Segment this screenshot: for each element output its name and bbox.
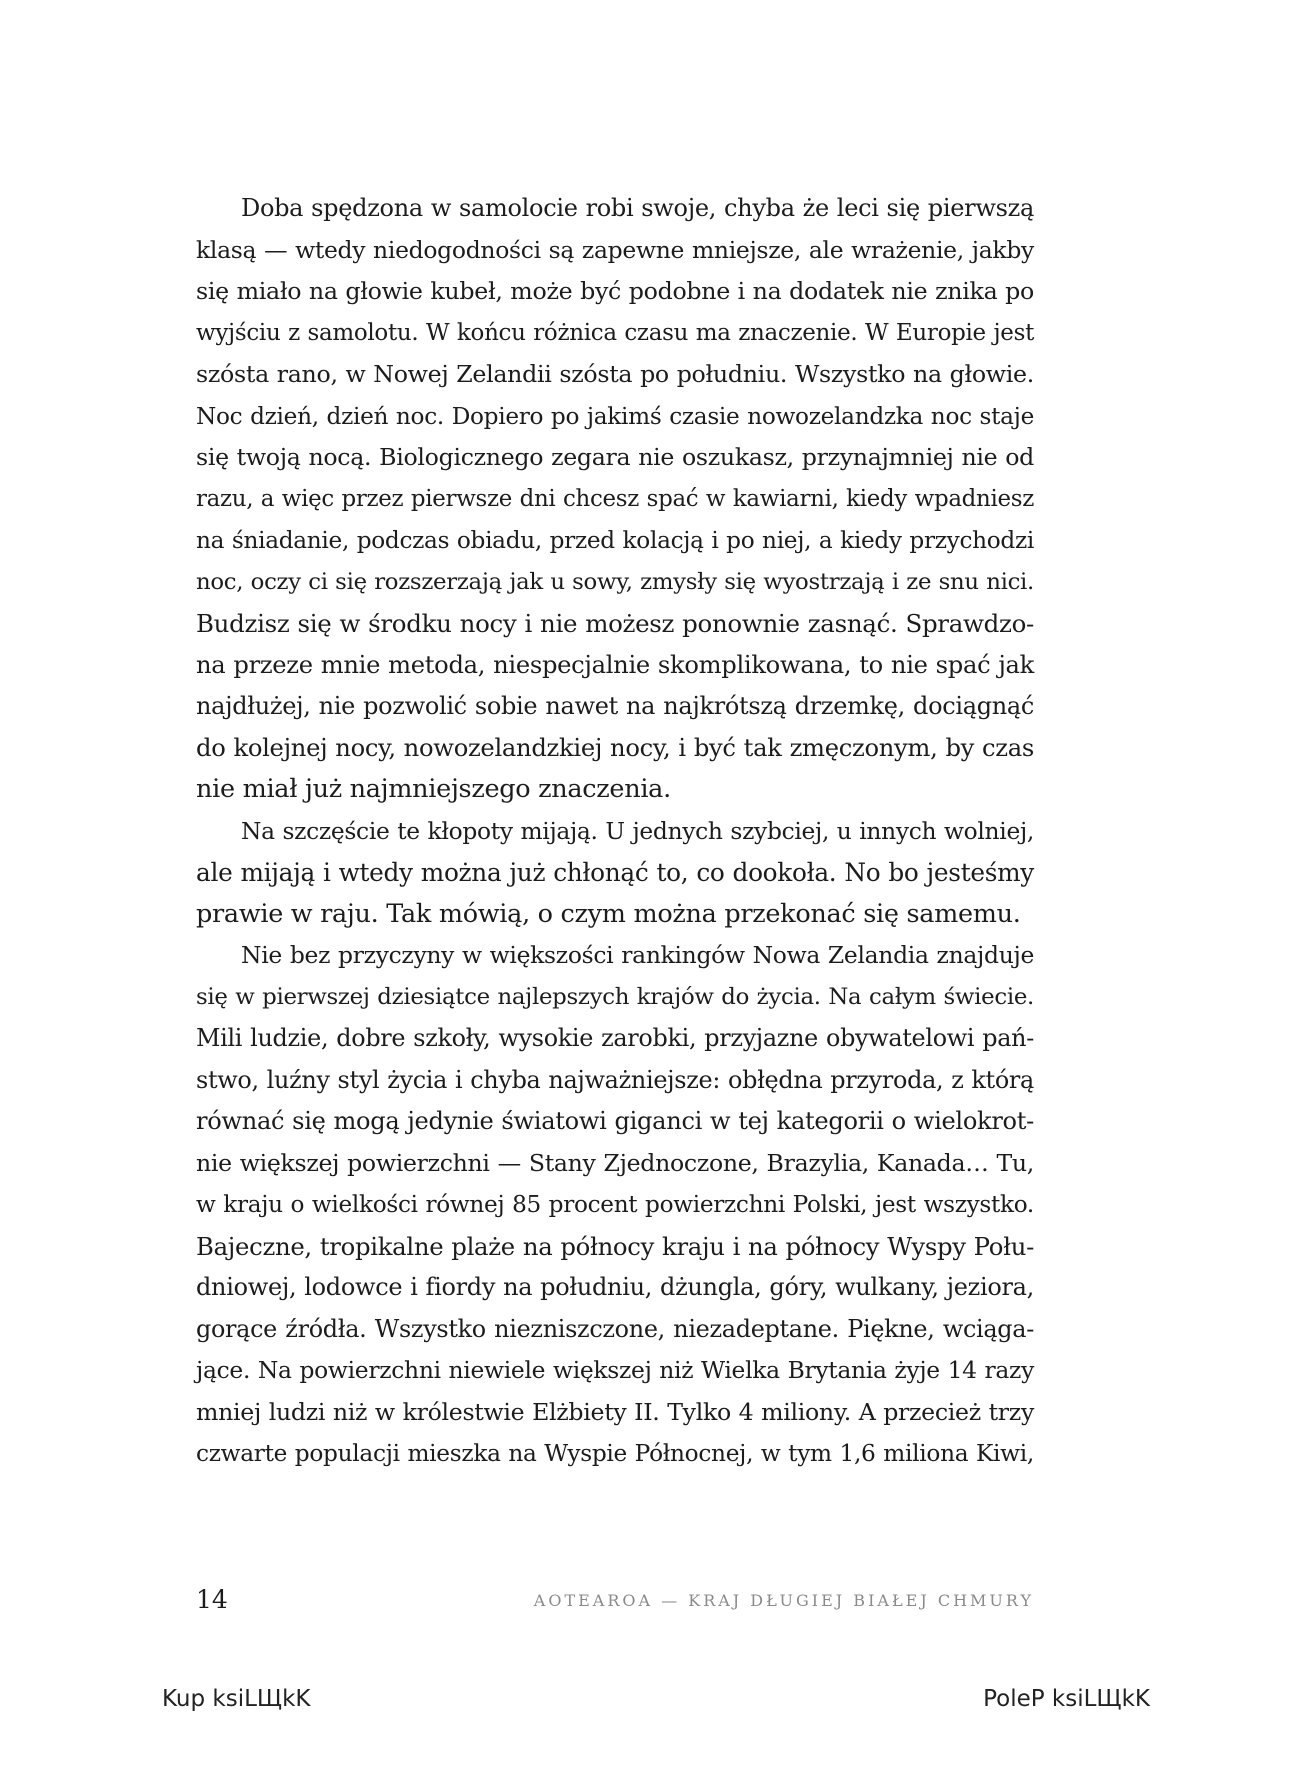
running-title: AOTEAROA — KRAJ DŁUGIEJ BIAŁEJ CHMURY bbox=[533, 1591, 1034, 1610]
text-line: nie większej powierzchni — Stany Zjednoczone, Brazylia, Kanada… Tu, bbox=[196, 1148, 1034, 1177]
text-line: czwarte populacji mieszka na Wyspie Północnej, w tym 1,6 miliona Kiwi, bbox=[196, 1440, 1034, 1467]
text-line: dniowej, lodowce i fiordy na południu, dżungla, góry, wulkany, jeziora, bbox=[196, 1273, 1034, 1301]
text-line: ale mijają i wtedy można już chłonąć to, co dookoła. No bo jesteśmy bbox=[196, 858, 1034, 887]
text-line: gorące źródła. Wszystko niezniszczone, niezadeptane. Piękne, wciąga- bbox=[196, 1314, 1034, 1343]
text-line: równać się mogą jedynie światowi giganci w tej kategorii o wielokrot- bbox=[196, 1107, 1034, 1135]
text-line: stwo, luźny styl życia i chyba najważniejsze: obłędna przyroda, z którą bbox=[196, 1065, 1034, 1094]
text-line: się w pierwszej dziesiątce najlepszych krajów do życia. Na całym świecie. bbox=[196, 983, 1034, 1010]
text-line: na śniadanie, podczas obiadu, przed kolacją i po niej, a kiedy przychodzi bbox=[196, 527, 1034, 554]
page-number: 14 bbox=[196, 1585, 228, 1614]
text-line: mniej ludzi niż w królestwie Elżbiety II. Tylko 4 miliony. A przecież trzy bbox=[196, 1397, 1034, 1426]
text-line: do kolejnej nocy, nowozelandzkiej nocy, i być tak zmęczonym, by czas bbox=[196, 733, 1034, 762]
text-line: szósta rano, w Nowej Zelandii szósta po południu. Wszystko na głowie. bbox=[196, 360, 1034, 388]
text-line: Doba spędzona w samolocie robi swoje, chyba że leci się pierwszą bbox=[241, 194, 1034, 222]
text-line: Bajeczne, tropikalne plaże na północy kraju i na północy Wyspy Połu- bbox=[196, 1231, 1034, 1261]
recommend-book-link[interactable]: PoleP ksiLЩkK bbox=[983, 1686, 1150, 1712]
text-line: w kraju o wielkości równej 85 procent powierzchni Polski, jest wszystko. bbox=[196, 1191, 1034, 1218]
text-line: Na szczęście te kłopoty mijają. U jednych szybciej, u innych wolniej, bbox=[241, 816, 1034, 845]
text-line: wyjściu z samolotu. W końcu różnica czasu ma znaczenie. W Europie jest bbox=[196, 319, 1034, 346]
text-line: prawie w raju. Tak mówią, o czym można przekonać się samemu. bbox=[196, 898, 1021, 929]
text-line: najdłużej, nie pozwolić sobie nawet na najkrótszą drzemkę, dociągnąć bbox=[196, 692, 1034, 720]
text-line: się twoją nocą. Biologicznego zegara nie oszukasz, przynajmniej nie od bbox=[196, 443, 1034, 471]
text-line: na przeze mnie metoda, niespecjalnie skomplikowana, to nie spać jak bbox=[196, 650, 1034, 679]
text-line: klasą — wtedy niedogodności są zapewne mniejsze, ale wrażenie, jakby bbox=[196, 235, 1034, 264]
text-line: nie miał już najmniejszego znaczenia. bbox=[196, 774, 671, 804]
text-line: noc, oczy ci się rozszerzają jak u sowy, zmysły się wyostrzają i ze snu nici. bbox=[196, 568, 1034, 595]
text-line: się miało na głowie kubeł, może być podobne i na dodatek nie znika po bbox=[196, 277, 1034, 305]
text-line: razu, a więc przez pierwsze dni chcesz spać w kawiarni, kiedy wpadniesz bbox=[196, 485, 1034, 512]
text-line: Noc dzień, dzień noc. Dopiero po jakimś czasie nowozelandzka noc staje bbox=[196, 402, 1034, 430]
text-line: Mili ludzie, dobre szkoły, wysokie zarobki, przyjazne obywatelowi pań- bbox=[196, 1024, 1034, 1052]
text-line: jące. Na powierzchni niewiele większej niż Wielka Brytania żyje 14 razy bbox=[196, 1356, 1034, 1384]
buy-book-link[interactable]: Kup ksiLЩkK bbox=[162, 1686, 311, 1712]
text-line: Budzisz się w środku nocy i nie możesz ponownie zasnąć. Sprawdzo- bbox=[196, 609, 1034, 638]
text-line: Nie bez przyczyny w większości rankingów Nowa Zelandia znajduje bbox=[241, 941, 1034, 969]
body-text bbox=[196, 188, 1034, 1475]
